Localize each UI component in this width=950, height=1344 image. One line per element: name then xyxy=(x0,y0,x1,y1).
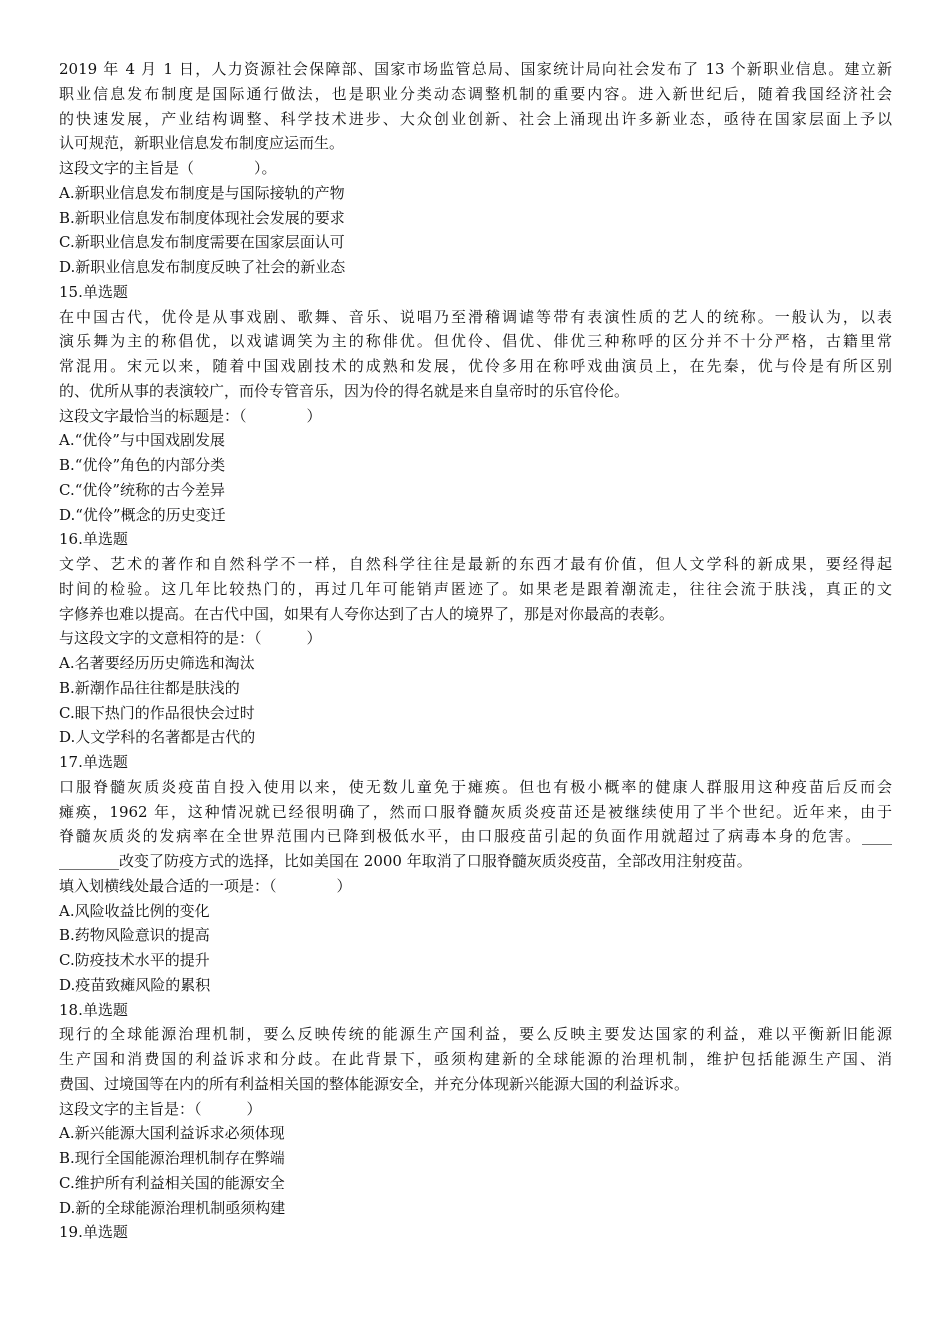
answer-option: D.新的全球能源治理机制亟须构建 xyxy=(59,1198,286,1217)
answer-option: B.新潮作品往往都是肤浅的 xyxy=(59,678,240,697)
question-stem: 填入划横线处最合适的一项是：（ ） xyxy=(59,876,352,895)
question-number: 18.单选题 xyxy=(59,1000,128,1019)
answer-option: C.防疫技术水平的提升 xyxy=(59,951,210,969)
answer-option: B.现行全国能源治理机制存在弊端 xyxy=(59,1149,285,1167)
question-block xyxy=(59,280,892,528)
question-stem: 这段文字的主旨是（ ）。 xyxy=(59,159,277,177)
passage-line: 职业信息发布制度是国际通行做法，也是职业分类动态调整机制的重要内容。进入新世纪后，随着我国经济社会 xyxy=(59,84,892,103)
passage-line: 2019 年 4 月 1 日，人力资源社会保障部、国家市场监管总局、国家统计局向社会发布了 13 个新职业信息。建立新 xyxy=(59,60,892,78)
passage-line: 脊髓灰质炎的发病率在全世界范围内已降到极低水平，由口服疫苗引起的负面作用就超过了病毒本身的危害。____ xyxy=(59,827,892,846)
passage-line: 字修养也难以提高。在古代中国，如果有人夸你达到了古人的境界了，那是对你最高的表彰。 xyxy=(59,604,675,623)
question-stem: 与这段文字的文意相符的是：（ ） xyxy=(59,629,322,648)
answer-option: A.新兴能源大国利益诉求必须体现 xyxy=(59,1124,285,1143)
answer-option: C.“优伶”统称的古今差异 xyxy=(59,480,226,499)
question-number: 17.单选题 xyxy=(59,753,128,771)
passage-line: 在中国古代，优伶是从事戏剧、歌舞、音乐、说唱乃至滑稽调谑等带有表演性质的艺人的统称。一般认为，以表 xyxy=(59,307,892,326)
question-number: 19.单选题 xyxy=(59,1223,128,1242)
passage-line: 的、优所从事的表演较广，而伶专管音乐，因为伶的得名就是来自皇帝时的乐官伶伦。 xyxy=(59,381,630,400)
answer-option: B.新职业信息发布制度体现社会发展的要求 xyxy=(59,208,345,227)
question-number: 16.单选题 xyxy=(59,530,128,549)
answer-option: A.风险收益比例的变化 xyxy=(59,901,210,920)
passage-line: 演乐舞为主的称倡优，以戏谑调笑为主的称俳优。但优伶、倡优、俳优三种称呼的区分并不十分严格，古籍里常 xyxy=(59,332,892,351)
passage-line: 文学、艺术的著作和自然科学不一样，自然科学往往是最新的东西才最有价值，但人文学科的新成果，要经得起 xyxy=(59,555,892,573)
answer-option: D.疫苗致瘫风险的累积 xyxy=(59,975,211,994)
question-number: 15.单选题 xyxy=(59,282,128,301)
passage-line: 现行的全球能源治理机制，要么反映传统的能源生产国利益，要么反映主要发达国家的利益，难以平衡新旧能源 xyxy=(59,1025,892,1044)
answer-option: B.“优伶”角色的内部分类 xyxy=(59,456,226,474)
question-block xyxy=(59,750,892,998)
answer-option: C.眼下热门的作品很快会过时 xyxy=(59,703,255,722)
question-stem: 这段文字最恰当的标题是：（ ） xyxy=(59,406,322,425)
passage-line: ________改变了防疫方式的选择，比如美国在 2000 年取消了口服脊髓灰质炎疫苗，全部改用注射疫苗。 xyxy=(59,852,752,870)
passage-line: 认可规范，新职业信息发布制度应运而生。 xyxy=(59,134,345,153)
answer-option: D.人文学科的名著都是古代的 xyxy=(59,728,256,747)
answer-option: A.“优伶”与中国戏剧发展 xyxy=(59,431,225,450)
passage-line: 的快速发展，产业结构调整、科学技术进步、大众创业创新、社会上涌现出许多新业态，亟待在国家层面上予以 xyxy=(59,109,892,128)
answer-option: C.新职业信息发布制度需要在国家层面认可 xyxy=(59,233,345,252)
passage xyxy=(59,57,892,156)
answer-option: A.新职业信息发布制度是与国际接轨的产物 xyxy=(59,183,345,202)
passage xyxy=(59,552,892,626)
passage xyxy=(59,305,892,404)
passage-line: 常混用。宋元以来，随着中国戏剧技术的成熟和发展，优伶多用在称呼戏曲演员上，在先秦，优与伶是有所区别 xyxy=(59,357,892,375)
question-block xyxy=(59,998,892,1221)
passage-line: 瘫痪，1962 年，这种情况就已经很明确了，然而口服脊髓灰质炎疫苗还是被继续使用了半个世纪。近年来，由于 xyxy=(59,802,892,821)
passage-line: 口服脊髓灰质炎疫苗自投入使用以来，使无数儿童免于瘫痪。但也有极小概率的健康人群服用这种疫苗后反而会 xyxy=(59,777,892,796)
answer-option: A.名著要经历历史筛选和淘汰 xyxy=(59,654,255,672)
passage-line: 时间的检验。这几年比较热门的，再过几年可能销声匿迹了。如果老是跟着潮流走，往往会流于肤浅，真正的文 xyxy=(59,579,892,598)
passage xyxy=(59,775,892,874)
question-block xyxy=(59,527,892,750)
question-block xyxy=(59,57,892,280)
question-stem: 这段文字的主旨是：（ ） xyxy=(59,1099,262,1118)
passage xyxy=(59,1022,892,1096)
question-list xyxy=(59,57,892,1245)
answer-option: D.新职业信息发布制度反映了社会的新业态 xyxy=(59,258,346,276)
passage-line: 生产国和消费国的利益诉求和分歧。在此背景下，亟须构建新的全球能源的治理机制，维护包括能源生产国、消 xyxy=(59,1050,892,1068)
answer-option: D.“优伶”概念的历史变迁 xyxy=(59,505,226,524)
answer-option: B.药物风险意识的提高 xyxy=(59,926,210,945)
passage-line: 费国、过境国等在内的所有利益相关国的整体能源安全，并充分体现新兴能源大国的利益诉求。 xyxy=(59,1074,690,1093)
question-block xyxy=(59,1220,892,1245)
answer-option: C.维护所有利益相关国的能源安全 xyxy=(59,1173,285,1192)
